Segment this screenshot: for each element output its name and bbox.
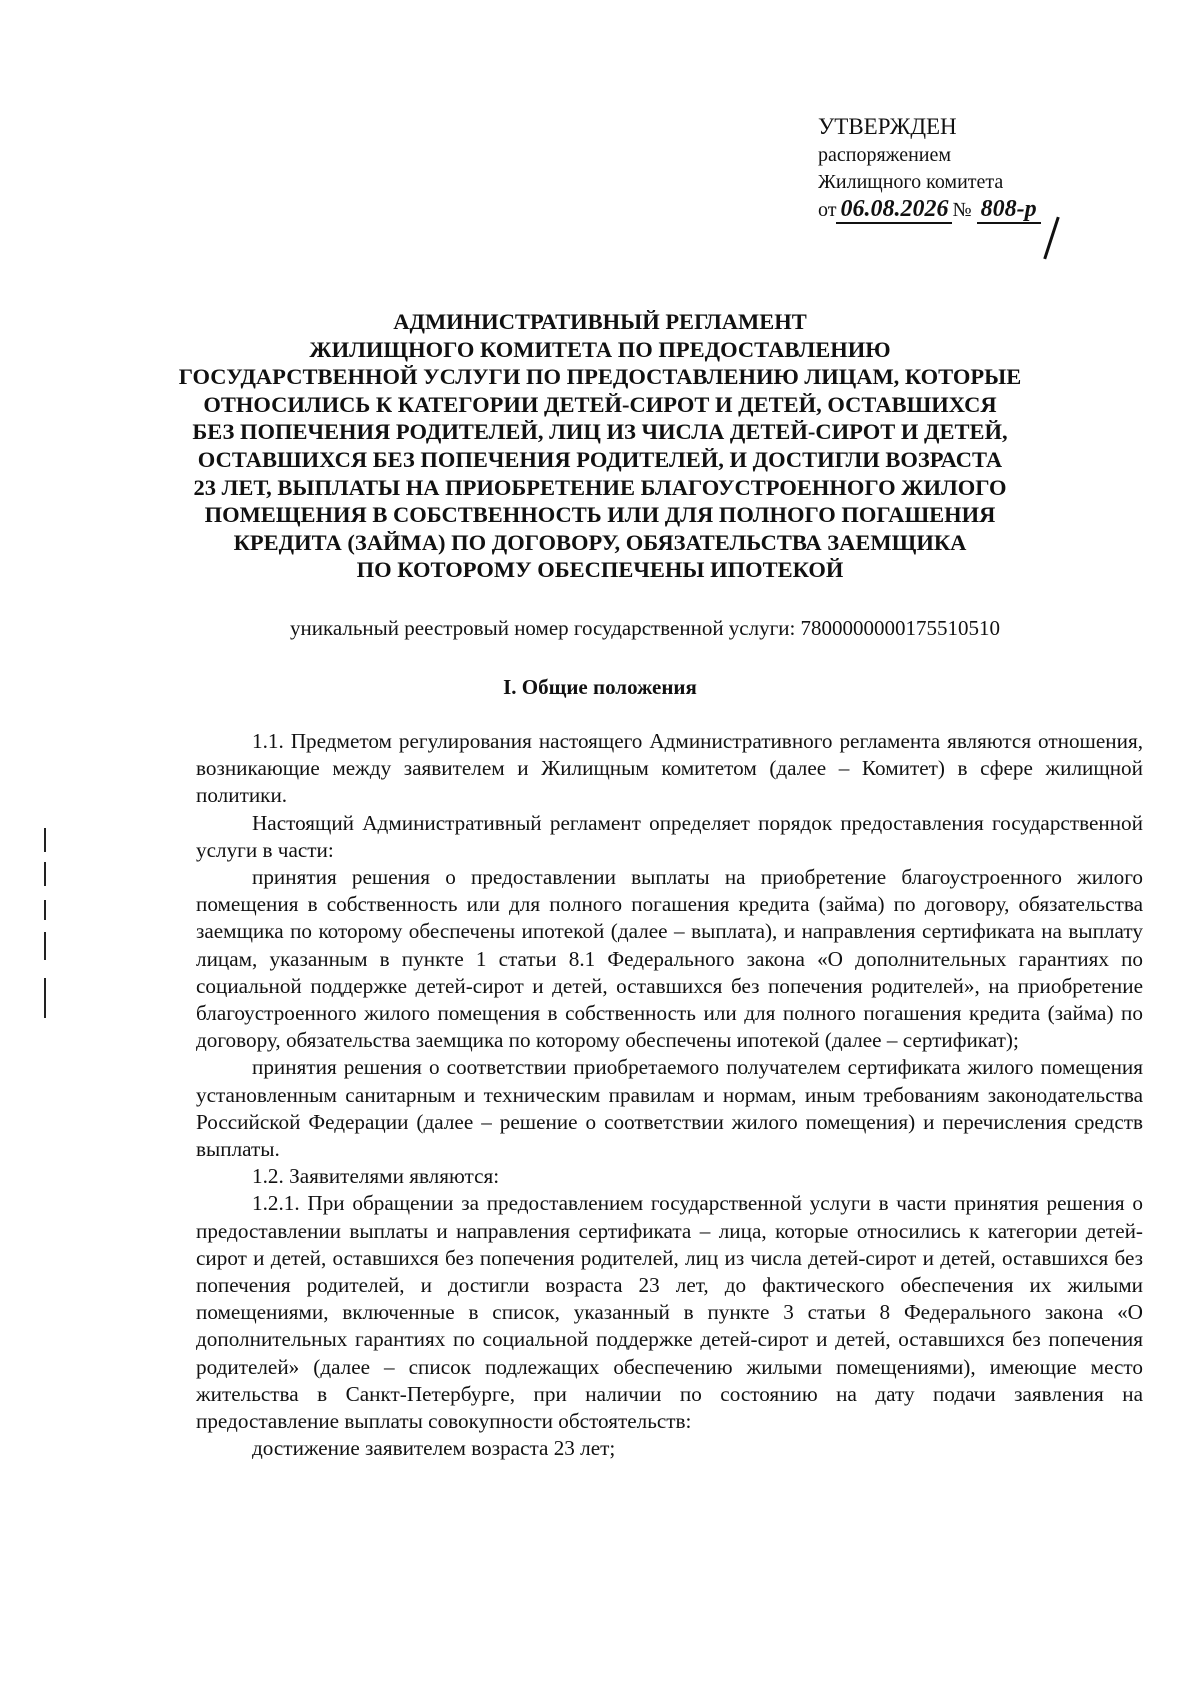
margin-mark <box>44 900 46 920</box>
approval-block <box>818 112 1041 224</box>
approval-issuer: Жилищного комитета <box>818 171 1004 193</box>
title-line: КРЕДИТА (ЗАЙМА) ПО ДОГОВОРУ, ОБЯЗАТЕЛЬСТВА ЗАЕМЩИКА <box>233 529 967 555</box>
handwritten-stroke <box>1043 217 1059 260</box>
paragraph: Настоящий Административный регламент определяет порядок предоставления государственной услуги в части: <box>196 810 1143 862</box>
paragraph: 1.2.1. При обращении за предоставлением государственной услуги в части принятия решения о предоставлении выплаты и направления сертификата – лица, которые относились к категории детей-сирот и детей, оставшихся без попечения родителей, лиц из числа детей-сирот и детей, оставшихся без попечения родителей, и достигли возраста 23 лет, до фактического обеспечения их жилыми помещениями, включенные в список, указанный в пункте 3 статьи 8 Федерального закона «О дополнительных гарантиях по социальной поддержке детей-сирот и детей, оставшихся без попечения родителей» (далее – список подлежащих обеспечению жилыми помещениями), имеющие место жительства в Санкт-Петербурге, при наличии по состоянию на дату подачи заявления на предоставление выплаты совокупности обстоятельств: <box>196 1191 1143 1434</box>
title-line: ОТНОСИЛИСЬ К КАТЕГОРИИ ДЕТЕЙ-СИРОТ И ДЕТЕЙ, ОСТАВШИХСЯ <box>203 391 997 417</box>
margin-mark <box>44 932 46 960</box>
title-line: АДМИНИСТРАТИВНЫЙ РЕГЛАМЕНТ <box>393 309 807 334</box>
number-prefix: № <box>952 199 972 221</box>
paragraph: 1.2. Заявителями являются: <box>252 1164 500 1189</box>
approval-heading: УТВЕРЖДЕН <box>818 114 957 139</box>
paragraph: достижение заявителем возраста 23 лет; <box>252 1436 616 1461</box>
title-line: ЖИЛИЩНОГО КОМИТЕТА ПО ПРЕДОСТАВЛЕНИЮ <box>309 336 891 362</box>
title-line: БЕЗ ПОПЕЧЕНИЯ РОДИТЕЛЕЙ, ЛИЦ ИЗ ЧИСЛА ДЕТЕЙ-СИРОТ И ДЕТЕЙ, <box>192 419 1008 445</box>
registry-number: уникальный реестровый номер государственной услуги: 7800000000175510510 <box>290 616 1001 640</box>
approval-line: распоряжением <box>818 144 952 166</box>
document-title <box>150 308 1050 584</box>
margin-mark <box>44 862 46 886</box>
title-line: ОСТАВШИХСЯ БЕЗ ПОПЕЧЕНИЯ РОДИТЕЛЕЙ, И ДОСТИГЛИ ВОЗРАСТА <box>197 446 1003 472</box>
section-heading: I. Общие положения <box>503 675 697 699</box>
title-line: ГОСУДАРСТВЕННОЙ УСЛУГИ ПО ПРЕДОСТАВЛЕНИЮ ЛИЦАМ, КОТОРЫЕ <box>178 364 1022 390</box>
paragraph: принятия решения о предоставлении выплаты на приобретение благоустроенного жилого помещения в собственность или для полного погашения кредита (займа) по договору, обязательства заемщика по которому обеспечены ипотекой (далее – выплата), и направления сертификата на выплату лицам, указанным в пункте 1 статьи 8.1 Федерального закона «О дополнительных гарантиях по социальной поддержке детей-сирот и детей, оставшихся без попечения родителей», на приобретение благоустроенного жилого помещения в собственность или для полного погашения кредита (займа) по договору, обязательства заемщика по которому обеспечены ипотекой (далее – сертификат); <box>196 865 1143 1053</box>
title-line: ПОМЕЩЕНИЯ В СОБСТВЕННОСТЬ ИЛИ ДЛЯ ПОЛНОГО ПОГАШЕНИЯ <box>204 502 996 528</box>
from-prefix: от <box>818 199 837 221</box>
approval-date-number <box>818 196 1041 224</box>
paragraph: 1.1. Предметом регулирования настоящего Административного регламента являются отношения, возникающие между заявителем и Жилищным комитетом (далее – Комитет) в сфере жилищной политики. <box>196 729 1143 808</box>
document-body <box>196 728 1143 1462</box>
title-line: 23 ЛЕТ, ВЫПЛАТЫ НА ПРИОБРЕТЕНИЕ БЛАГОУСТРОЕННОГО ЖИЛОГО <box>193 474 1007 500</box>
margin-mark <box>44 828 46 852</box>
handwritten-date: 06.08.2026 <box>836 196 952 224</box>
margin-mark <box>44 978 46 1018</box>
title-line: ПО КОТОРОМУ ОБЕСПЕЧЕНЫ ИПОТЕКОЙ <box>356 557 844 583</box>
paragraph: принятия решения о соответствии приобретаемого получателем сертификата жилого помещения установленным санитарным и техническим правилам и нормам, иным требованиям законодательства Российской Федерации (далее – решение о соответствии жилого помещения) и перечисления средств выплаты. <box>196 1055 1143 1162</box>
handwritten-number: 808-р <box>977 196 1041 224</box>
